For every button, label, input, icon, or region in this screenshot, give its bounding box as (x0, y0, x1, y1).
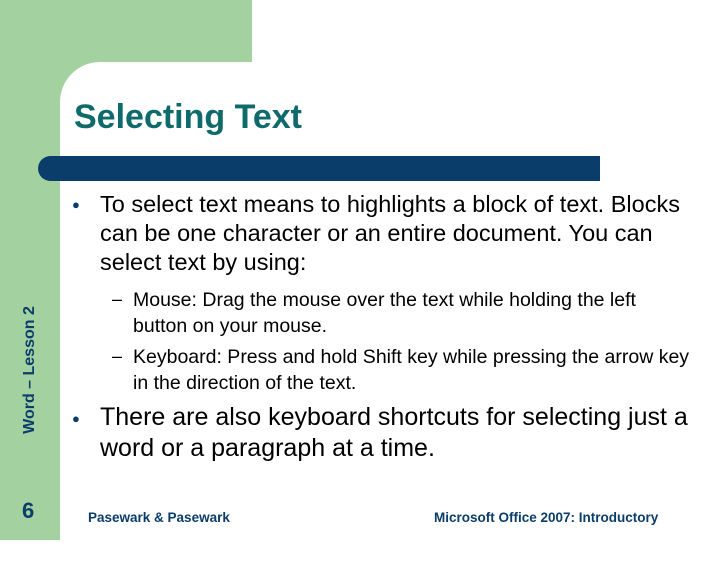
footer-author: Pasewark & Pasewark (88, 510, 230, 525)
bullet-text-2: There are also keyboard shortcuts for selecting just a word or a paragraph at a time. (100, 403, 688, 462)
title-underline-bar (38, 156, 600, 181)
sub-bullet-dash: – (112, 289, 123, 309)
bullet-dot-icon: ● (72, 411, 80, 426)
slide-title: Selecting Text (74, 98, 302, 136)
slide-number: 6 (22, 498, 35, 523)
footer-course: Microsoft Office 2007: Introductory (434, 510, 659, 525)
decorative-green-strip (0, 0, 60, 540)
sub-bullet-text-mouse: Mouse: Drag the mouse over the text while holding the left button on your mouse. (133, 289, 636, 337)
sub-bullet-text-keyboard: Keyboard: Press and hold Shift key while pressing the arrow key in the direction of the text. (133, 346, 690, 394)
lesson-side-label: Word – Lesson 2 (21, 306, 38, 434)
bullet-text-1: To select text means to highlights a block of text. Blocks can be one character or an entire document. You can select text by using: (100, 191, 680, 275)
bullet-dot-icon: ● (72, 197, 80, 212)
sub-bullet-dash: – (112, 346, 123, 366)
